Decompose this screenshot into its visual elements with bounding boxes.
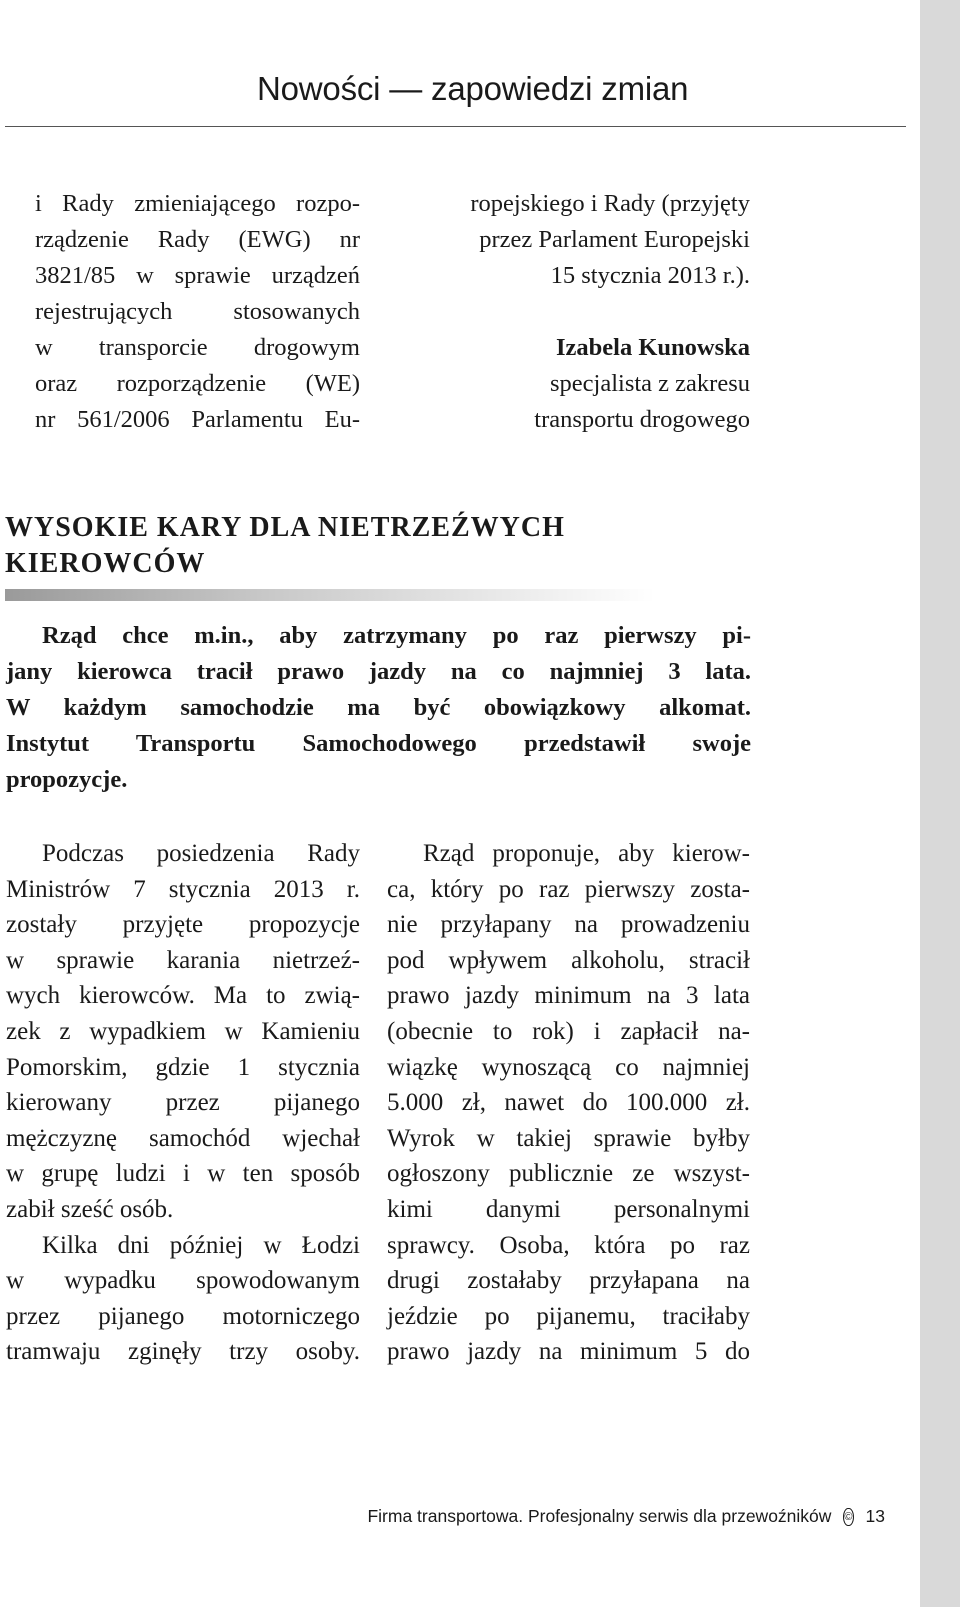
- body-right-column: [387, 836, 750, 1370]
- text-line: tramwaju zginęły trzy osoby.: [6, 1338, 360, 1366]
- text-line: ogłoszony publicznie ze wszyst-: [387, 1160, 750, 1188]
- page-number: 13: [865, 1506, 885, 1526]
- text-line: kierowany przez pijanego: [6, 1089, 360, 1117]
- text-line: wych kierowców. Ma to zwią-: [6, 982, 360, 1010]
- copyright-icon: ©: [843, 1508, 853, 1526]
- text-line: Wyrok w takiej sprawie byłby: [387, 1124, 750, 1152]
- text-line: rejestrujących stosowanych: [35, 298, 360, 325]
- text-line: zabił sześć osób.: [6, 1195, 174, 1223]
- spacer: [415, 294, 750, 330]
- text-line: i Rady zmieniającego rozpo-: [35, 190, 360, 217]
- section-heading-line: KIEROWCÓW: [5, 548, 206, 579]
- lead-paragraph: [6, 618, 751, 798]
- text-line: 3821/85 w sprawie urządzeń: [35, 262, 360, 289]
- text-line: nr 561/2006 Parlamentu Eu-: [35, 406, 360, 433]
- text-line: wiązkę wynoszącą co najmniej: [387, 1053, 750, 1081]
- text-line: w sprawie karania nietrzeź-: [6, 946, 360, 974]
- text-line: zostały przyjęte propozycje: [6, 911, 360, 939]
- text-line: przez Parlament Europejski: [479, 226, 750, 253]
- lead-line: W każdym samochodzie ma być obowiązkowy alkomat.: [6, 694, 751, 721]
- page-header-title: Nowości — zapowiedzi zmian: [257, 70, 689, 107]
- top-left-column: [35, 186, 360, 438]
- text-line: jeździe po pijanemu, traciłaby: [387, 1302, 750, 1330]
- footer-text: Firma transportowa. Profesjonalny serwis dla przewoźników: [367, 1506, 832, 1526]
- text-line: Podczas posiedzenia Rady: [42, 840, 360, 867]
- body-left-column: [6, 836, 360, 1370]
- text-line: (obecnie to rok) i zapłacił na-: [387, 1017, 750, 1045]
- text-line: Rząd proponuje, aby kierow-: [423, 840, 750, 867]
- lead-line: jany kierowca tracił prawo jazdy na co najmniej 3 lata.: [6, 658, 751, 685]
- text-line: 5.000 zł, nawet do 100.000 zł.: [387, 1089, 750, 1117]
- text-line: kimi danymi personalnymi: [387, 1195, 750, 1223]
- side-band: [920, 0, 960, 1607]
- text-line: drugi zostałaby przyłapana na: [387, 1267, 750, 1295]
- text-line: pod wpływem alkoholu, stracił: [387, 946, 750, 974]
- section-heading-line: WYSOKIE KARY DLA NIETRZEŹWYCH: [5, 512, 565, 543]
- heading-underline-bar: [5, 589, 655, 601]
- author-role: transportu drogowego: [534, 406, 750, 433]
- header-divider: [5, 126, 906, 127]
- text-line: sprawcy. Osoba, która po raz: [387, 1231, 750, 1259]
- text-line: prawo jazdy minimum na 3 lata: [387, 982, 750, 1010]
- page-footer: [367, 1506, 885, 1527]
- text-line: Pomorskim, gdzie 1 stycznia: [6, 1053, 360, 1081]
- text-line: ropejskiego i Rady (przyjęty: [470, 190, 750, 217]
- text-line: mężczyznę samochód wjechał: [6, 1124, 360, 1152]
- lead-line: Instytut Transportu Samochodowego przedstawił swoje: [6, 730, 751, 757]
- text-line: rządzenie Rady (EWG) nr: [35, 226, 360, 253]
- lead-line: Rząd chce m.in., aby zatrzymany po raz pierwszy pi-: [42, 622, 751, 649]
- text-line: 15 stycznia 2013 r.).: [550, 262, 750, 289]
- author-name: Izabela Kunowska: [555, 334, 750, 361]
- text-line: Kilka dni później w Łodzi: [42, 1231, 360, 1259]
- text-line: Ministrów 7 stycznia 2013 r.: [6, 875, 360, 903]
- text-line: zek z wypadkiem w Kamieniu: [6, 1017, 360, 1045]
- text-line: w wypadku spowodowanym: [6, 1267, 360, 1295]
- section-heading: [5, 510, 705, 582]
- lead-line: propozycje.: [6, 766, 128, 793]
- top-right-column: [415, 186, 750, 438]
- text-line: oraz rozporządzenie (WE): [35, 370, 360, 397]
- text-line: ca, który po raz pierwszy zosta-: [387, 875, 750, 903]
- author-role: specjalista z zakresu: [550, 370, 750, 397]
- text-line: nie przyłapany na prowadzeniu: [387, 911, 750, 939]
- text-line: w grupę ludzi i w ten sposób: [6, 1160, 360, 1188]
- text-line: w transporcie drogowym: [35, 334, 360, 361]
- text-line: prawo jazdy na minimum 5 do: [387, 1338, 750, 1366]
- text-line: przez pijanego motorniczego: [6, 1302, 360, 1330]
